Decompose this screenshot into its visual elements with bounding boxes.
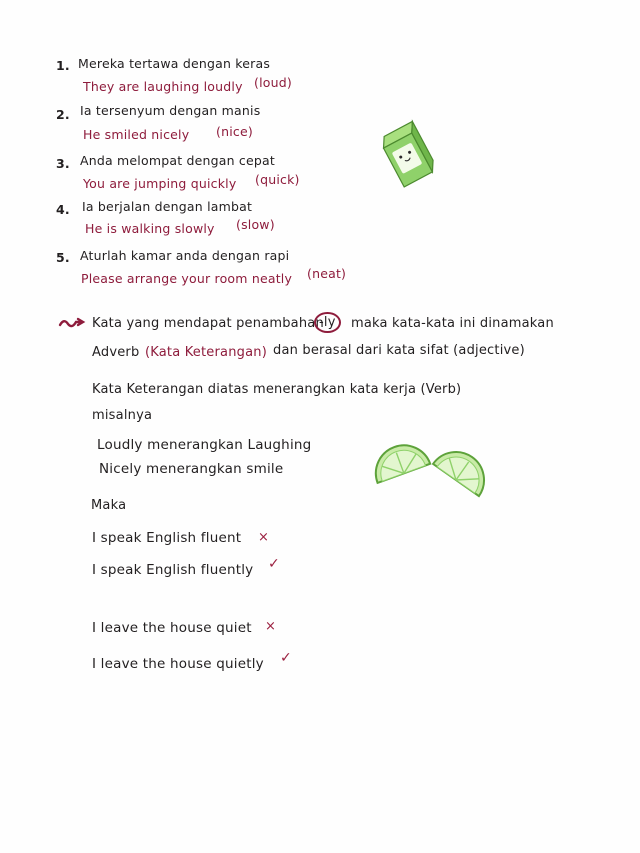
explanation-line1-after: maka kata-kata ini dinamakan: [351, 316, 554, 331]
exercise-english: They are laughing loudly: [83, 79, 243, 94]
squiggle-arrow-icon: [58, 316, 86, 330]
explanation-line2-after: dan berasal dari kata sifat (adjective): [273, 343, 525, 358]
description-line2: misalnya: [92, 408, 153, 423]
milk-carton-icon: [368, 112, 454, 198]
exercise-english: He smiled nicely: [83, 127, 190, 142]
sentence-wrong: I speak English fluent: [92, 530, 242, 546]
example-line: Loudly menerangkan Laughing: [97, 437, 312, 453]
exercise-number: 1.: [56, 58, 70, 73]
exercise-number: 3.: [56, 156, 70, 171]
check-mark-icon: ✓: [280, 650, 292, 666]
maka-label: Maka: [91, 498, 127, 513]
exercise-base: (nice): [216, 124, 253, 139]
exercise-base: (quick): [255, 172, 300, 187]
exercise-base: (loud): [254, 75, 292, 90]
exercise-base: (neat): [307, 266, 347, 281]
exercise-english: You are jumping quickly: [83, 176, 237, 191]
exercise-indonesian: Aturlah kamar anda dengan rapi: [80, 248, 290, 263]
exercise-indonesian: Ia berjalan dengan lambat: [82, 199, 253, 214]
wrong-mark-icon: ×: [265, 619, 277, 634]
sentence-correct: I leave the house quietly: [92, 656, 264, 672]
sentence-wrong: I leave the house quiet: [92, 620, 252, 636]
exercise-number: 5.: [56, 250, 70, 265]
exercise-indonesian: Ia tersenyum dengan manis: [80, 103, 261, 118]
exercise-number: 2.: [56, 107, 70, 122]
exercise-english: He is walking slowly: [85, 221, 215, 236]
exercise-indonesian: Anda melompat dengan cepat: [80, 153, 275, 168]
exercise-number: 4.: [56, 202, 70, 217]
lime-slices-icon: [372, 440, 486, 514]
exercise-indonesian: Mereka tertawa dengan keras: [78, 56, 271, 71]
wrong-mark-icon: ×: [258, 530, 270, 545]
exercise-base: (slow): [236, 217, 275, 232]
example-line: Nicely menerangkan smile: [99, 461, 284, 477]
suffix-circled: [312, 312, 343, 333]
description-line1: Kata Keterangan diatas menerangkan kata kerja (Verb): [92, 382, 462, 397]
exercise-english: Please arrange your room neatly: [81, 271, 293, 286]
sentence-correct: I speak English fluently: [92, 562, 254, 578]
adverb-word: Adverb: [92, 345, 140, 360]
explanation-line1-before: Kata yang mendapat penambahan: [92, 316, 324, 331]
kata-keterangan: (Kata Keterangan): [145, 345, 267, 360]
suffix-ly: -ly: [314, 312, 341, 333]
check-mark-icon: ✓: [268, 556, 280, 572]
